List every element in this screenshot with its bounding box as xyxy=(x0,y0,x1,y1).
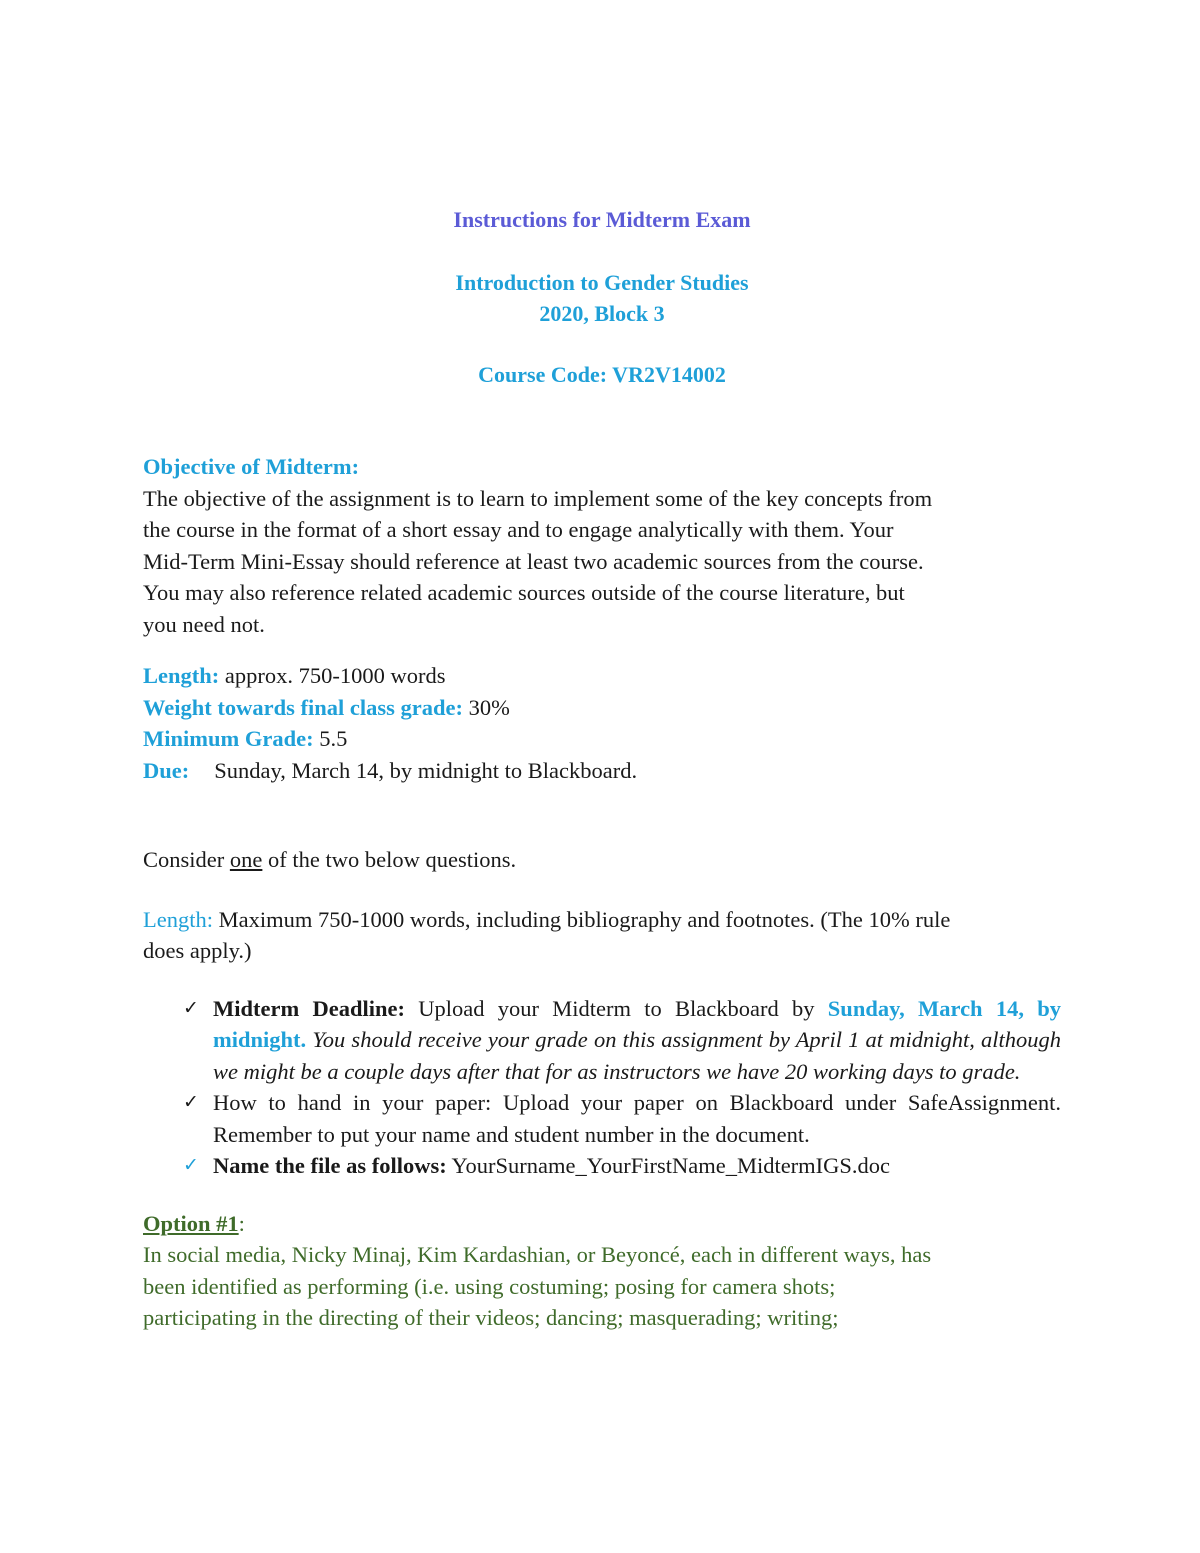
deadline-date: Sunday, March 14, by midnight. xyxy=(213,995,1061,1052)
objective-line: Mid-Term Mini-Essay should reference at least two academic sources from the course. xyxy=(143,548,924,574)
check-mark-icon: ✓ xyxy=(183,1154,199,1176)
deadline-note: You should receive your grade on this assignment by April 1 at midnight, although we might be a couple days after that for as instructors we have 20 working days to grade. xyxy=(213,1027,1061,1084)
objective-line: you need not. xyxy=(143,611,265,637)
list-item xyxy=(183,993,1061,1088)
consider-post: of the two below questions. xyxy=(262,847,517,872)
option-1-heading xyxy=(143,1208,1061,1240)
length-value: approx. 750-1000 words xyxy=(219,663,446,688)
deadline-text: Upload your Midterm to Blackboard by xyxy=(404,995,828,1021)
length-label: Length: xyxy=(143,663,220,688)
grade-label: Minimum Grade: xyxy=(143,726,314,751)
option-1-line: been identified as performing (i.e. using costuming; posing for camera shots; xyxy=(143,1273,836,1299)
length-row xyxy=(143,660,1061,692)
weight-row xyxy=(143,692,1061,724)
objective-line: You may also reference related academic sources outside of the course literature, but xyxy=(143,580,905,605)
objective-section xyxy=(143,451,1061,640)
due-row xyxy=(143,755,1061,787)
consider-one: one xyxy=(229,847,263,872)
deadline-label: Midterm Deadline: xyxy=(213,995,405,1021)
due-label: Due: xyxy=(143,757,190,783)
option-1-colon: : xyxy=(238,1210,245,1236)
consider-pre: Consider xyxy=(143,847,230,872)
option-1-section xyxy=(143,1208,1061,1334)
due-value: Sunday, March 14, by midnight to Blackboard. xyxy=(214,757,638,783)
list-item xyxy=(183,1150,1061,1182)
option-1-line: participating in the directing of their videos; dancing; masquerading; writing; xyxy=(143,1305,839,1330)
objective-line: the course in the format of a short essay and to engage analytically with them. Your xyxy=(143,517,894,542)
length-note-label: Length: xyxy=(143,906,213,932)
objective-heading: Objective of Midterm: xyxy=(143,454,360,479)
option-1-line: In social media, Nicky Minaj, Kim Kardashian, or Beyoncé, each in different ways, has xyxy=(143,1242,932,1267)
handin-text: How to hand in your paper: Upload your paper on Blackboard under SafeAssignment. Remember to put your name and student number in the document. xyxy=(213,1090,1061,1147)
option-1-label: Option #1 xyxy=(143,1210,239,1236)
length-note-line xyxy=(143,904,1061,936)
filename-value: YourSurname_YourFirstName_MidtermIGS.doc xyxy=(446,1153,891,1178)
checklist xyxy=(143,993,1061,1182)
list-item xyxy=(183,1087,1061,1150)
weight-value: 30% xyxy=(463,694,510,720)
weight-label: Weight towards final class grade: xyxy=(143,694,463,720)
objective-line: The objective of the assignment is to learn to implement some of the key concepts from xyxy=(143,485,933,511)
check-mark-icon: ✓ xyxy=(183,1091,199,1113)
consider-line xyxy=(143,844,1061,876)
details-section xyxy=(143,660,1061,786)
document-content xyxy=(143,204,1061,1334)
grade-row xyxy=(143,723,1061,755)
check-mark-icon: ✓ xyxy=(183,996,199,1019)
grade-value: 5.5 xyxy=(313,726,348,751)
course-term: 2020, Block 3 xyxy=(539,301,665,326)
length-note-line: does apply.) xyxy=(143,938,252,963)
document-title: Instructions for Midterm Exam xyxy=(453,207,751,232)
course-name: Introduction to Gender Studies xyxy=(455,270,749,295)
length-note-text: Maximum 750-1000 words, including bibliography and footnotes. (The 10% rule xyxy=(212,906,951,932)
course-code: Course Code: VR2V14002 xyxy=(478,362,726,387)
length-note xyxy=(143,904,1061,967)
filename-label: Name the file as follows: xyxy=(213,1153,447,1178)
